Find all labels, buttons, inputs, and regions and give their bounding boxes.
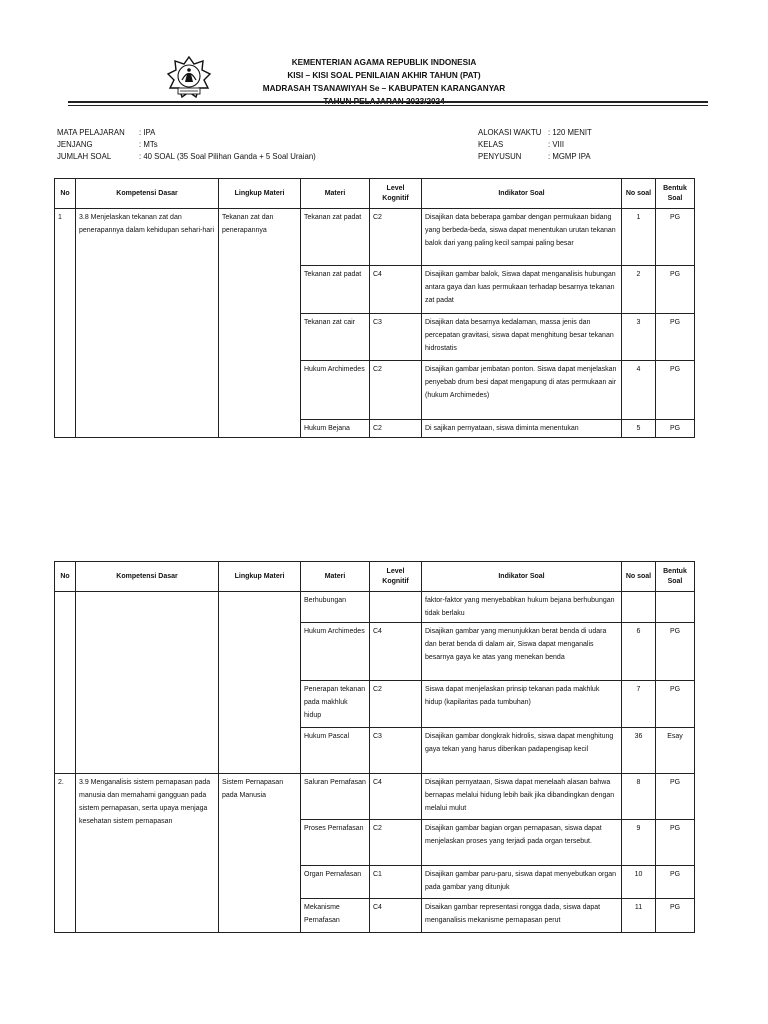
cell-materi: Hukum Bejana xyxy=(301,420,370,438)
cell-no-soal: 6 xyxy=(622,623,656,681)
info-value: : MTs xyxy=(139,140,158,149)
cell-level: C2 xyxy=(370,681,422,728)
header-kisi-kisi: KISI – KISI SOAL PENILAIAN AKHIR TAHUN (PAT) xyxy=(287,71,481,80)
cell-bentuk: PG xyxy=(656,361,695,420)
info-value: : IPA xyxy=(139,128,156,137)
cell-lingkup xyxy=(219,592,301,774)
cell-no-soal: 3 xyxy=(622,314,656,361)
col-header-kompetensi: Kompetensi Dasar xyxy=(76,562,219,592)
cell-kompetensi: 3.8 Menjelaskan tekanan zat dan penerapannya dalam kehidupan sehari-hari xyxy=(76,209,219,438)
cell-bentuk xyxy=(656,592,695,623)
table-header-row xyxy=(55,562,695,592)
info-value: : VIII xyxy=(548,140,565,149)
cell-no-soal: 5 xyxy=(622,420,656,438)
cell-level: C3 xyxy=(370,728,422,774)
cell-bentuk: PG xyxy=(656,774,695,820)
col-header-indikator: Indikator Soal xyxy=(422,562,622,592)
cell-materi: Penerapan tekanan pada makhluk hidup xyxy=(301,681,370,728)
cell-no-soal: 2 xyxy=(622,266,656,314)
col-header-materi: Materi xyxy=(301,179,370,209)
cell-kompetensi: 3.9 Menganalisis sistem pernapasan pada manusia dan memahami gangguan pada sistem pernapasan, serta upaya menjaga kesehatan sistem pernapasan xyxy=(76,774,219,933)
cell-no-soal: 9 xyxy=(622,820,656,866)
cell-level: C2 xyxy=(370,420,422,438)
cell-level: C4 xyxy=(370,899,422,933)
cell-bentuk: PG xyxy=(656,209,695,266)
cell-indikator: Disajikan data besarnya kedalaman, massa jenis dan percepatan gravitasi, siswa dapat menghitung besar tekanan hidrostatis xyxy=(422,314,622,361)
info-label: MATA PELAJARAN xyxy=(57,128,125,137)
info-mata-pelajaran xyxy=(57,127,316,139)
cell-no: 2. xyxy=(55,774,76,933)
cell-bentuk: PG xyxy=(656,866,695,899)
cell-indikator: Disajikan gambar bagian organ pernapasan, siswa dapat menjelaskan proses yang terjadi pada organ tersebut. xyxy=(422,820,622,866)
cell-level: C3 xyxy=(370,314,422,361)
cell-lingkup: Tekanan zat dan penerapannya xyxy=(219,209,301,438)
cell-indikator: Disajikan gambar jembatan ponton. Siswa dapat menjelaskan penyebab drum besi dapat mengapung di atas permukaan air (hukum Archimedes) xyxy=(422,361,622,420)
cell-bentuk: PG xyxy=(656,314,695,361)
info-jumlah-soal xyxy=(57,151,316,163)
kisi-kisi-table-2 xyxy=(54,561,695,933)
col-header-lingkup: Lingkup Materi xyxy=(219,562,301,592)
cell-no-soal: 11 xyxy=(622,899,656,933)
cell-bentuk: Esay xyxy=(656,728,695,774)
col-header-kompetensi: Kompetensi Dasar xyxy=(76,179,219,209)
col-header-lingkup: Lingkup Materi xyxy=(219,179,301,209)
cell-no-soal xyxy=(622,592,656,623)
cell-no xyxy=(55,592,76,774)
info-jenjang xyxy=(57,139,316,151)
col-header-no: No xyxy=(55,179,76,209)
cell-no-soal: 10 xyxy=(622,866,656,899)
col-header-materi: Materi xyxy=(301,562,370,592)
cell-no-soal: 4 xyxy=(622,361,656,420)
col-header-bentuk: Bentuk Soal xyxy=(656,179,695,209)
info-label: JENJANG xyxy=(57,140,93,149)
header-ministry: KEMENTERIAN AGAMA REPUBLIK INDONESIA xyxy=(291,58,477,67)
col-header-no-soal: No soal xyxy=(622,562,656,592)
cell-bentuk: PG xyxy=(656,266,695,314)
cell-indikator: Disajikan gambar balok, Siswa dapat menganalisis hubungan antara gaya dan luas permukaan terhadap besarnya tekanan zat padat xyxy=(422,266,622,314)
info-kelas xyxy=(478,139,592,151)
info-right xyxy=(478,127,592,163)
col-header-bentuk: Bentuk Soal xyxy=(656,562,695,592)
cell-materi: Tekanan zat padat xyxy=(301,209,370,266)
cell-level: C4 xyxy=(370,623,422,681)
col-header-no: No xyxy=(55,562,76,592)
table-row xyxy=(55,774,695,820)
info-label: JUMLAH SOAL xyxy=(57,152,112,161)
cell-no-soal: 7 xyxy=(622,681,656,728)
cell-materi: Saluran Pernafasan xyxy=(301,774,370,820)
info-value: : MGMP IPA xyxy=(548,152,591,161)
info-alokasi-waktu xyxy=(478,127,592,139)
cell-materi: Berhubungan xyxy=(301,592,370,623)
cell-materi: Organ Pernafasan xyxy=(301,866,370,899)
cell-level: C1 xyxy=(370,866,422,899)
cell-materi: Hukum Archimedes xyxy=(301,361,370,420)
cell-bentuk: PG xyxy=(656,420,695,438)
table-row xyxy=(55,209,695,266)
kisi-kisi-table-1 xyxy=(54,178,695,438)
col-header-level: Level Kognitif xyxy=(370,179,422,209)
cell-indikator: Disajikan data beberapa gambar dengan permukaan bidang yang berbeda-beda, siswa dapat menentukan urutan tekanan balok dari yang paling kecil sampai paling besar xyxy=(422,209,622,266)
cell-indikator: Disajikan gambar dongkrak hidrolis, siswa dapat menghitung gaya tekan yang harus diberikan padapengisap kecil xyxy=(422,728,622,774)
cell-materi: Tekanan zat padat xyxy=(301,266,370,314)
cell-materi: Hukum Archimedes xyxy=(301,623,370,681)
cell-indikator: Disaikan gambar representasi rongga dada, siswa dapat menganalisis mekanisme pernapasan perut xyxy=(422,899,622,933)
info-left xyxy=(57,127,316,163)
cell-no: 1 xyxy=(55,209,76,438)
cell-level: C4 xyxy=(370,774,422,820)
info-value: : 120 MENIT xyxy=(548,128,592,137)
info-label: PENYUSUN xyxy=(478,152,522,161)
cell-level: C2 xyxy=(370,361,422,420)
cell-no-soal: 1 xyxy=(622,209,656,266)
info-label: KELAS xyxy=(478,140,504,149)
info-value: : 40 SOAL (35 Soal Pilihan Ganda + 5 Soal Uraian) xyxy=(139,152,316,161)
cell-indikator: Di sajikan pernyataan, siswa diminta menentukan xyxy=(422,420,622,438)
cell-kompetensi xyxy=(76,592,219,774)
cell-bentuk: PG xyxy=(656,899,695,933)
table-header-row xyxy=(55,179,695,209)
cell-indikator: Disajikan gambar yang menunjukkan berat benda di udara dan berat benda di dalam air, Siswa dapat menganalis besarnya gaya ke atas yang menekan benda xyxy=(422,623,622,681)
cell-indikator: faktor-faktor yang menyebabkan hukum bejana berhubungan tidak berlaku xyxy=(422,592,622,623)
col-header-indikator: Indikator Soal xyxy=(422,179,622,209)
col-header-no-soal: No soal xyxy=(622,179,656,209)
header-divider-thin xyxy=(68,105,708,106)
cell-level: C2 xyxy=(370,820,422,866)
header-divider-thick xyxy=(68,101,708,103)
cell-level: C4 xyxy=(370,266,422,314)
cell-no-soal: 36 xyxy=(622,728,656,774)
cell-indikator: Disajikan gambar paru-paru, siswa dapat menyebutkan organ pada gambar yang ditunjuk xyxy=(422,866,622,899)
col-header-level: Level Kognitif xyxy=(370,562,422,592)
cell-bentuk: PG xyxy=(656,820,695,866)
info-label: ALOKASI WAKTU xyxy=(478,128,542,137)
cell-materi: Proses Pernafasan xyxy=(301,820,370,866)
table-row xyxy=(55,592,695,623)
cell-materi: Mekanisme Pernafasan xyxy=(301,899,370,933)
cell-bentuk: PG xyxy=(656,681,695,728)
cell-lingkup: Sistem Pernapasan pada Manusia xyxy=(219,774,301,933)
cell-level xyxy=(370,592,422,623)
info-penyusun xyxy=(478,151,592,163)
cell-indikator: Disajikan pernyataan, Siswa dapat menelaah alasan bahwa bernapas melalui hidung lebih baik jika dibandingkan dengan melalui mulut xyxy=(422,774,622,820)
header-madrasah: MADRASAH TSANAWIYAH Se – KABUPATEN KARANGANYAR xyxy=(262,84,506,93)
cell-materi: Tekanan zat cair xyxy=(301,314,370,361)
cell-bentuk: PG xyxy=(656,623,695,681)
cell-level: C2 xyxy=(370,209,422,266)
cell-indikator: Siswa dapat menjelaskan prinsip tekanan pada makhluk hidup (kapilaritas pada tumbuhan) xyxy=(422,681,622,728)
cell-no-soal: 8 xyxy=(622,774,656,820)
cell-materi: Hukum Pascal xyxy=(301,728,370,774)
